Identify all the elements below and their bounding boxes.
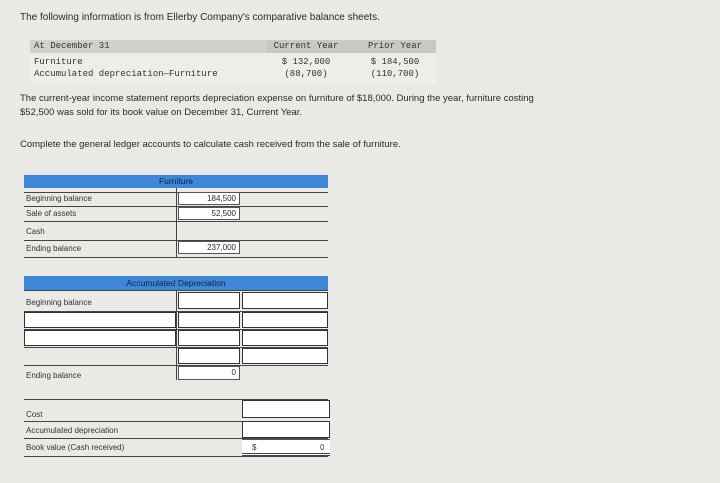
furniture-ending-value: 237,000 xyxy=(178,241,240,254)
balance-sheet-row-label: Accumulated depreciation—Furniture xyxy=(34,69,218,79)
accum-beginning-input[interactable] xyxy=(178,292,240,309)
summary-accum-input[interactable] xyxy=(242,421,330,438)
accum-account-title: Accumulated Depreciation xyxy=(24,276,328,290)
summary-book-label: Book value (Cash received) xyxy=(26,443,125,452)
balance-sheet-col-prior: Prior Year xyxy=(367,41,422,51)
accum-ending-label: Ending balance xyxy=(26,371,82,380)
accum-ending-value: 0 xyxy=(178,366,240,380)
furniture-beginning-label: Beginning balance xyxy=(26,194,92,203)
accum-credit-input[interactable] xyxy=(242,312,328,328)
balance-sheet-row-label: Furniture xyxy=(34,57,83,67)
balance-sheet-row-prior: (110,700) xyxy=(370,69,420,79)
accum-debit-input-3[interactable] xyxy=(178,348,240,364)
furniture-cash-label: Cash xyxy=(26,227,45,236)
furniture-row-line xyxy=(24,240,328,241)
furniture-ending-label: Ending balance xyxy=(26,244,82,253)
furniture-t-line xyxy=(176,188,177,258)
balance-sheet-row-current: $ 132,000 xyxy=(281,57,331,67)
summary-book-value: 0 xyxy=(320,443,325,452)
accum-debit-label-input-2[interactable] xyxy=(24,330,176,346)
furniture-sale-label: Sale of assets xyxy=(26,209,77,218)
instruction-text: Complete the general ledger accounts to calculate cash received from the sale of furniture. xyxy=(20,139,401,150)
problem-text-line1: The current-year income statement reports depreciation expense on furniture of $18,000. During the year, furniture costing xyxy=(20,93,534,104)
intro-text: The following information is from Ellerby Company's comparative balance sheets. xyxy=(20,12,380,23)
furniture-row-line xyxy=(24,221,328,222)
accum-debit-label-input[interactable] xyxy=(24,312,176,328)
balance-sheet-col-current: Current Year xyxy=(273,41,339,51)
accum-credit-input-3[interactable] xyxy=(242,348,328,364)
furniture-row-line xyxy=(24,192,328,193)
accum-beginning-label: Beginning balance xyxy=(26,298,92,307)
accum-t-line xyxy=(176,290,177,380)
accum-row-line xyxy=(24,290,328,291)
accum-credit-input-2[interactable] xyxy=(242,330,328,346)
summary-cost-label: Cost xyxy=(26,410,43,419)
balance-sheet-row-current: (88,700) xyxy=(284,69,328,79)
furniture-beginning-value[interactable]: 184,500 xyxy=(178,192,240,205)
furniture-row-line xyxy=(24,257,328,258)
accum-debit-input[interactable] xyxy=(178,312,240,328)
summary-currency-symbol: $ xyxy=(252,443,257,452)
balance-sheet-row-prior: $ 184,500 xyxy=(370,57,420,67)
furniture-row-line xyxy=(24,206,328,207)
problem-text-line2: $52,500 was sold for its book value on December 31, Current Year. xyxy=(20,107,303,118)
balance-sheet-header-label: At December 31 xyxy=(34,41,110,51)
furniture-account-title: Furniture xyxy=(24,175,328,188)
accum-row-line xyxy=(24,365,328,366)
summary-accum-label: Accumulated depreciation xyxy=(26,426,119,435)
furniture-sale-value[interactable]: 52,500 xyxy=(178,207,240,220)
summary-row-line xyxy=(24,456,328,457)
summary-cost-input[interactable] xyxy=(242,400,330,418)
accum-beginning-credit-input[interactable] xyxy=(242,292,328,309)
accum-debit-input-2[interactable] xyxy=(178,330,240,346)
